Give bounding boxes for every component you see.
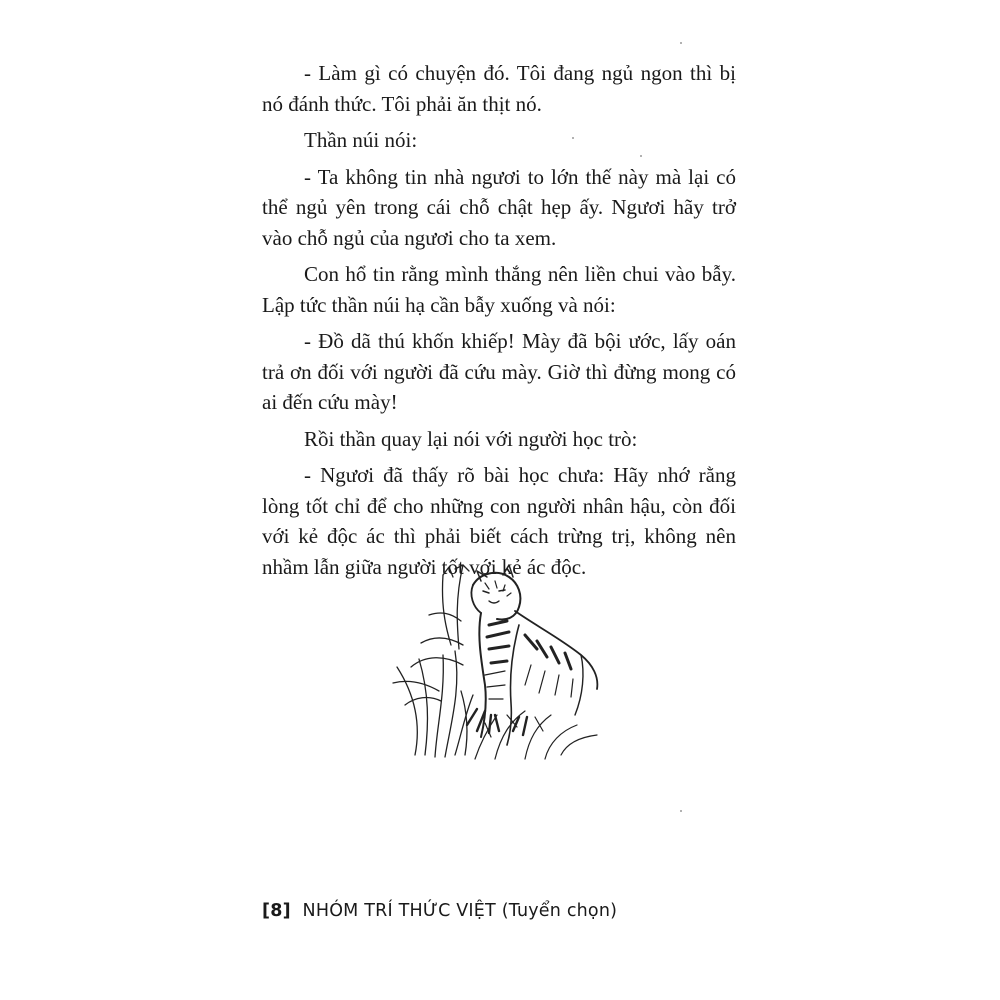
- paragraph: Con hổ tin rằng mình thắng nên liền chui vào bẫy. Lập tức thần núi hạ cần bẫy xuống và nói:: [262, 262, 736, 317]
- paragraph: Thần núi nói:: [304, 128, 418, 152]
- paragraph: - Làm gì có chuyện đó. Tôi đang ngủ ngon thì bị nó đánh thức. Tôi phải ăn thịt nó.: [262, 61, 736, 116]
- scan-speck: [640, 155, 642, 157]
- page-number: [8]: [262, 901, 291, 921]
- scan-speck: [572, 137, 574, 139]
- paragraph: - Ta không tin nhà ngươi to lớn thế này mà lại có thể ngủ yên trong cái chỗ chật hẹp ấy. Ngươi hãy trở vào chỗ ngủ của ngươi cho ta xem.: [262, 164, 736, 250]
- tiger-sketch-icon: [385, 555, 615, 760]
- scan-speck: [680, 42, 682, 44]
- story-text: [262, 58, 736, 588]
- paragraph: - Ngươi đã thấy rõ bài học chưa: Hãy nhớ rằng lòng tốt chỉ để cho những con người nhân hậu, còn đối với kẻ độc ác thì phải biết cách trừng trị, không nên nhầm lẫn giữa người tốt với kẻ ác độc.: [262, 463, 736, 579]
- paragraph: Rồi thần quay lại nói với người học trò:: [304, 426, 638, 451]
- paragraph: - Đồ dã thú khốn khiếp! Mày đã bội ước, lấy oán trả ơn đối với người đã cứu mày. Giờ thì đừng mong có ai đến cứu mày!: [262, 329, 736, 414]
- scan-speck: [680, 810, 682, 812]
- page-footer: [262, 901, 617, 921]
- publisher-credit: NHÓM TRÍ THỨC VIỆT (Tuyển chọn): [302, 901, 618, 921]
